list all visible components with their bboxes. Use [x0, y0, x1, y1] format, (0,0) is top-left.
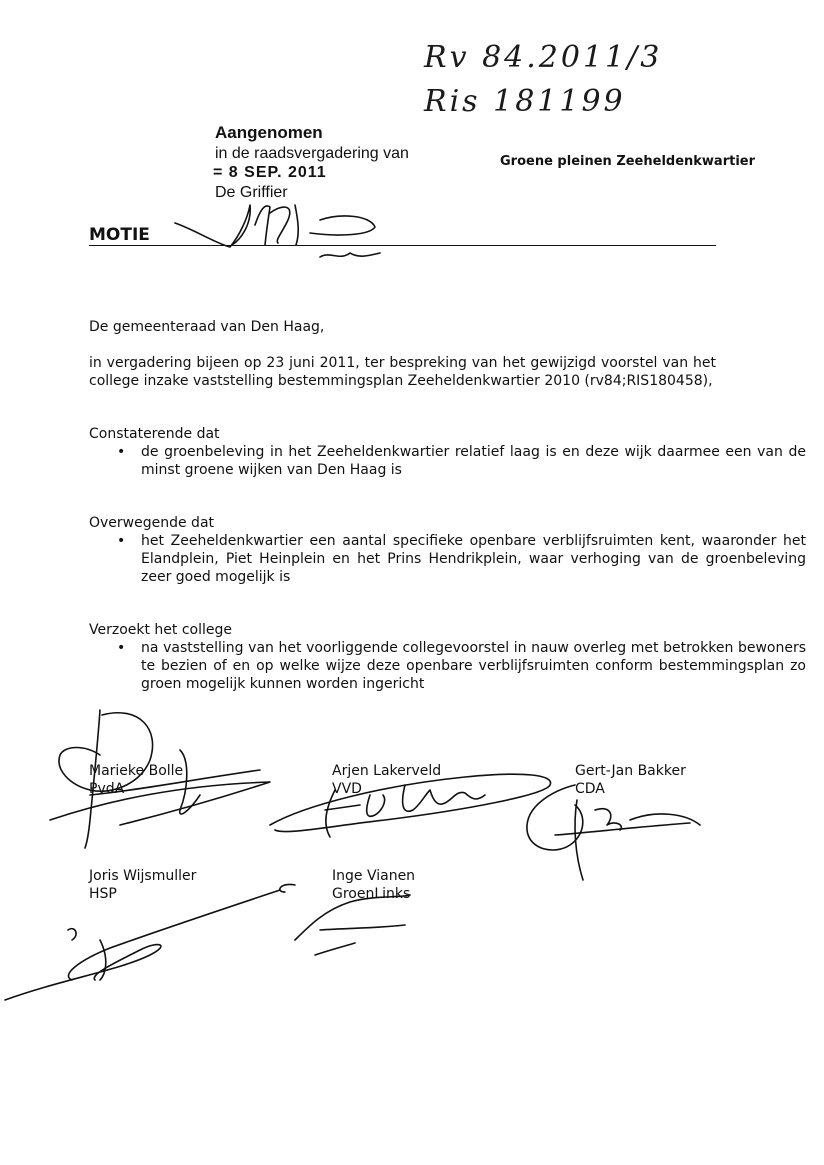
section-constaterende: [89, 425, 806, 479]
signatory-party: PvdA: [89, 781, 125, 797]
bullet-list: [89, 639, 806, 693]
signature-wijsmuller: [0, 880, 300, 1020]
section-verzoekt: [89, 621, 806, 693]
stamp-date-mark: =: [213, 164, 229, 181]
bullet-item: • de groenbeleving in het Zeeheldenkwartier relatief laag is en deze wijk daarmee een van de minst groene wijken van Den Haag is: [89, 443, 806, 479]
signatory-party: HSP: [89, 886, 117, 902]
addressee: De gemeenteraad van Den Haag,: [89, 319, 325, 335]
section-overwegende: [89, 514, 806, 586]
signatory-name: Inge Vianen: [332, 868, 416, 884]
intro-paragraph: in vergadering bijeen op 23 juni 2011, ter bespreking van het gewijzigd voorstel van het college inzake vaststelling bestemmingsplan Zeeheldenkwartier 2010 (rv84;RIS180458),: [89, 355, 716, 389]
signatory-name: Joris Wijsmuller: [89, 868, 197, 884]
signatory-party: CDA: [575, 781, 605, 797]
bullet-item: • het Zeeheldenkwartier een aantal specifieke openbare verblijfsruimten kent, waaronder het Elandplein, Piet Heinplein en het Prins Hendrikplein, waar verhoging van de groenbeleving zeer goed mogelijk is: [89, 532, 806, 586]
stamp-date: [213, 164, 327, 182]
bullet-item: • na vaststelling van het voorliggende collegevoorstel in nauw overleg met betrokken bewoners te bezien of en op welke wijze deze openbare verblijfsruimten conform bestemmingsplan zo groen mogelijk kunnen worden ingericht: [89, 639, 806, 693]
handwritten-reference-ris: Ris 181199: [424, 84, 626, 119]
stamp-clerk: De Griffier: [215, 184, 288, 201]
signatory-name: Arjen Lakerveld: [332, 763, 442, 779]
signature-vianen: [290, 880, 450, 960]
section-heading: Verzoekt het college: [89, 622, 233, 638]
handwritten-reference-rv: Rv 84.2011/3: [424, 40, 663, 75]
clerk-signature: [170, 195, 400, 270]
stamp-date-value: 8 SEP. 2011: [228, 164, 327, 181]
section-heading: Constaterende dat: [89, 426, 220, 442]
signature-bolle: [30, 700, 290, 850]
signatory-party: GroenLinks: [332, 886, 411, 902]
section-heading: Overwegende dat: [89, 515, 215, 531]
signatory-name: Marieke Bolle: [89, 763, 184, 779]
bullet-list: [89, 532, 806, 586]
motion-subject: Groene pleinen Zeeheldenkwartier: [500, 154, 756, 169]
signatory-name: Gert-Jan Bakker: [575, 763, 686, 779]
signatory-party: VVD: [332, 781, 362, 797]
bullet-list: [89, 443, 806, 479]
signature-bakker: [515, 775, 715, 885]
stamp-status: Aangenomen: [215, 123, 323, 142]
document-type-heading: MOTIE: [89, 225, 150, 245]
stamp-meeting: in de raadsvergadering van: [215, 145, 409, 162]
